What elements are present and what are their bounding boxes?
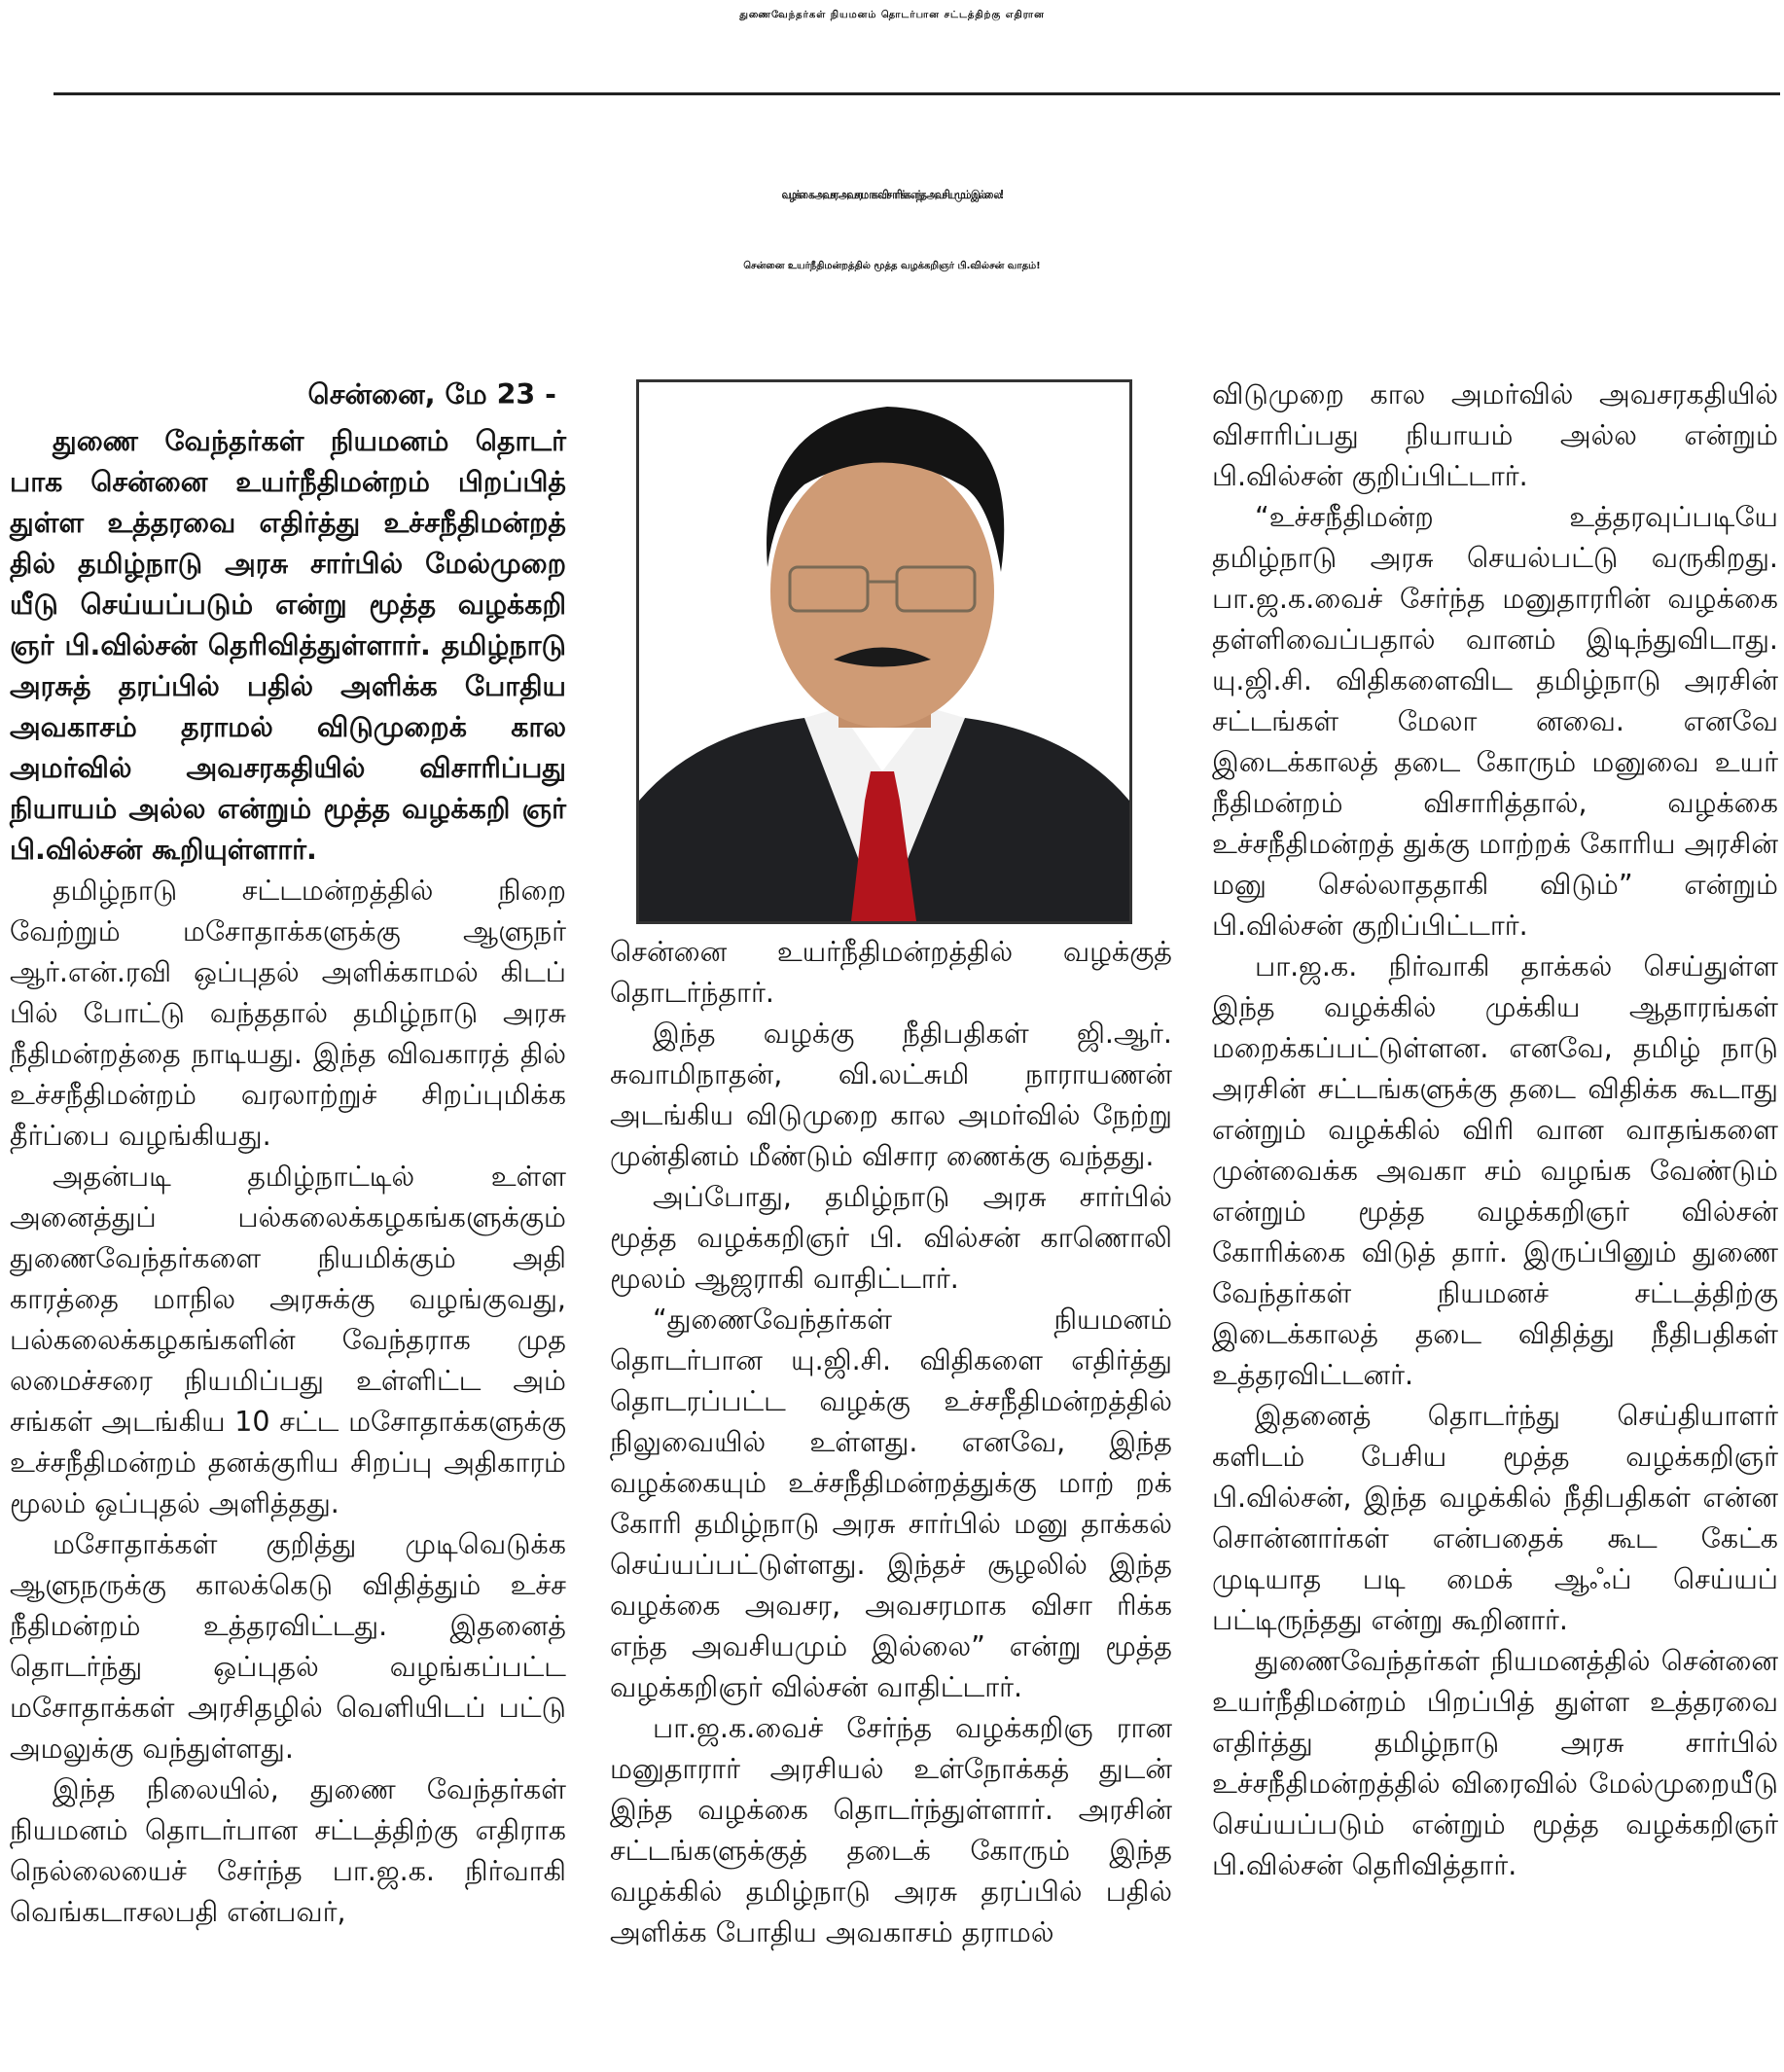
- paragraph: இந்த வழக்கு நீதிபதிகள் ஜி.ஆர். சுவாமிநாதன், வி.லட்சுமி நாராயணன் அடங்கிய விடுமுறை கால அமர்வில் நேற்று முன்தினம் மீண்டும் விசார ணைக்கு வந்தது.: [610, 1018, 1172, 1172]
- paragraph: தமிழ்நாடு சட்டமன்றத்தில் நிறை வேற்றும் மசோதாக்களுக்கு ஆளுநர் ஆர்.என்.ரவி ஒப்புதல் அளிக்காமல் கிடப் பில் போட்டு வந்ததால் தமிழ்நாடு அரசு நீதிமன்றத்தை நாடியது. இந்த விவகாரத் தில் உச்சநீதிமன்றம் வரலாற்றுச் சிறப்புமிக்க தீர்ப்பை வழங்கியது.: [10, 875, 566, 1152]
- lead-paragraph: துணை வேந்தர்கள் நியமனம் தொடர் பாக சென்னை உயர்நீதிமன்றம் பிறப்பித் துள்ள உத்தரவை எதிர்த்து உச்சநீதிமன்றத் தில் தமிழ்நாடு அரசு சார்பில் மேல்முறை யீடு செய்யப்படும் என்று மூத்த வழக்கறி ஞர் பி.வில்சன் தெரிவித்துள்ளார். தமிழ்நாடு அரசுத் தரப்பில் பதில் அளிக்க போதிய அவகாசம் தராமல் விடுமுறைக் கால அமர்வில் அவசரகதியில் விசாரிப்பது நியாயம் அல்ல என்றும் மூத்த வழக்கறி ஞர் பி.வில்சன் கூறியுள்ளார்.: [10, 425, 566, 866]
- portrait-photo: [636, 379, 1132, 924]
- paragraph: மசோதாக்கள் குறித்து முடிவெடுக்க ஆளுநருக்கு காலக்கெடு விதித்தும் உச்ச நீதிமன்றம் உத்தரவிட்டது. இதனைத் தொடர்ந்து ஒப்புதல் வழங்கப்பட்ட மசோதாக்கள் அரசிதழில் வெளியிடப் பட்டு அமலுக்கு வந்துள்ளது.: [10, 1528, 566, 1765]
- paragraph: “உச்சநீதிமன்ற உத்தரவுப்படியே தமிழ்நாடு அரசு செயல்பட்டு வருகிறது. பா.ஜ.க.வைச் சேர்ந்த மனுதாரரின் வழக்கை தள்ளிவைப்பதால் வானம் இடிந்துவிடாது. யு.ஜி.சி. விதிகளைவிட தமிழ்நாடு அரசின் சட்டங்கள் மேலா னவை. எனவே இடைக்காலத் தடை கோரும் மனுவை உயர் நீதிமன்றம் விசாரித்தால், வழக்கை உச்சநீதிமன்றத் துக்கு மாற்றக் கோரிய அரசின் மனு செல்லாததாகி விடும்” என்றும் பி.வில்சன் குறிப்பிட்டார்.: [1212, 501, 1778, 942]
- divider: [54, 92, 1780, 95]
- main-headline: வழக்கை அவசர அவசரமாக விசாரிக்க எந்த அவசியமும் இல்லை!: [781, 189, 1003, 202]
- paragraph: அதன்படி தமிழ்நாட்டில் உள்ள அனைத்துப் பல்கலைக்கழகங்களுக்கும் துணைவேந்தர்களை நியமிக்கும் அதி காரத்தை மாநில அரசுக்கு வழங்குவது, பல்கலைக்கழகங்களின் வேந்தராக முத லமைச்சரை நியமிப்பது உள்ளிட்ட அம் சங்கள் அடங்கிய 10 சட்ட மசோதாக்களுக்கு உச்சநீதிமன்றம் தனக்குரிய சிறப்பு அதிகாரம் மூலம் ஒப்புதல் அளித்தது.: [10, 1161, 566, 1519]
- paragraph: அப்போது, தமிழ்நாடு அரசு சார்பில் மூத்த வழக்கறிஞர் பி. வில்சன் காணொலி மூலம் ஆஜராகி வாதிட்டார்.: [610, 1181, 1172, 1295]
- paragraph: பா.ஜ.க. நிர்வாகி தாக்கல் செய்துள்ள இந்த வழக்கில் முக்கிய ஆதாரங்கள் மறைக்கப்பட்டுள்ளன. எனவே, தமிழ் நாடு அரசின் சட்டங்களுக்கு தடை விதிக்க கூடாது என்றும் வழக்கில் விரி வான வாதங்களை முன்வைக்க அவகா சம் வழங்க வேண்டும் என்றும் மூத்த வழக்கறிஞர் வில்சன் கோரிக்கை விடுத் தார். இருப்பினும் துணை வேந்தர்கள் நியமனச் சட்டத்திற்கு இடைக்காலத் தடை விதித்து நீதிபதிகள் உத்தரவிட்டனர்.: [1212, 950, 1778, 1391]
- paragraph: துணைவேந்தர்கள் நியமனத்தில் சென்னை உயர்நீதிமன்றம் பிறப்பித் துள்ள உத்தரவை எதிர்த்து தமிழ்நாடு அரசு சார்பில் உச்சநீதிமன்றத்தில் விரைவில் மேல்முறையீடு செய்யப்படும் என்றும் மூத்த வழக்கறிஞர் பி.வில்சன் தெரிவித்தார்.: [1212, 1645, 1778, 1881]
- dateline: சென்னை, மே 23 -: [307, 378, 556, 411]
- paragraph: சென்னை உயர்நீதிமன்றத்தில் வழக்குத் தொடர்ந்தார்.: [610, 936, 1172, 1009]
- sub-headline: சென்னை உயர்நீதிமன்றத்தில் மூத்த வழக்கறிஞர் பி.வில்சன் வாதம்!: [743, 261, 1041, 271]
- paragraph: விடுமுறை கால அமர்வில் அவசரகதியில் விசாரிப்பது நியாயம் அல்ல என்றும் பி.வில்சன் குறிப்பிட்டார்.: [1212, 378, 1778, 492]
- paragraph: இந்த நிலையில், துணை வேந்தர்கள் நியமனம் தொடர்பான சட்டத்திற்கு எதிராக நெல்லையைச் சேர்ந்த பா.ஜ.க. நிர்வாகி வெங்கடாசலபதி என்பவர்,: [10, 1773, 566, 1928]
- article-column-3: [1212, 375, 1778, 1886]
- article-column-2: [610, 932, 1172, 1953]
- article-column-1: [10, 375, 566, 1933]
- kicker-headline: துணைவேந்தர்கள் நியமனம் தொடர்பான சட்டத்திற்கு எதிரான: [739, 10, 1045, 20]
- paragraph: இதனைத் தொடர்ந்து செய்தியாளர் களிடம் பேசிய மூத்த வழக்கறிஞர் பி.வில்சன், இந்த வழக்கில் நீதிபதிகள் என்ன சொன்னார்கள் என்பதைக் கூட கேட்க முடியாத படி மைக் ஆஃப் செய்யப் பட்டிருந்தது என்று கூறினார்.: [1212, 1400, 1778, 1636]
- paragraph: பா.ஜ.க.வைச் சேர்ந்த வழக்கறிஞ ரான மனுதாரார் அரசியல் உள்நோக்கத் துடன் இந்த வழக்கை தொடர்ந்துள்ளார். அரசின் சட்டங்களுக்குத் தடைக் கோரும் இந்த வழக்கில் தமிழ்நாடு அரசு தரப்பில் பதில் அளிக்க போதிய அவகாசம் தராமல்: [610, 1712, 1172, 1948]
- paragraph: “துணைவேந்தர்கள் நியமனம் தொடர்பான யு.ஜி.சி. விதிகளை எதிர்த்து தொடரப்பட்ட வழக்கு உச்சநீதிமன்றத்தில் நிலுவையில் உள்ளது. எனவே, இந்த வழக்கையும் உச்சநீதிமன்றத்துக்கு மாற் றக் கோரி தமிழ்நாடு அரசு சார்பில் மனு தாக்கல் செய்யப்பட்டுள்ளது. இந்தச் சூழலில் இந்த வழக்கை அவசர, அவசரமாக விசா ரிக்க எந்த அவசியமும் இல்லை” என்று மூத்த வழக்கறிஞர் வில்சன் வாதிட்டார்.: [610, 1304, 1172, 1703]
